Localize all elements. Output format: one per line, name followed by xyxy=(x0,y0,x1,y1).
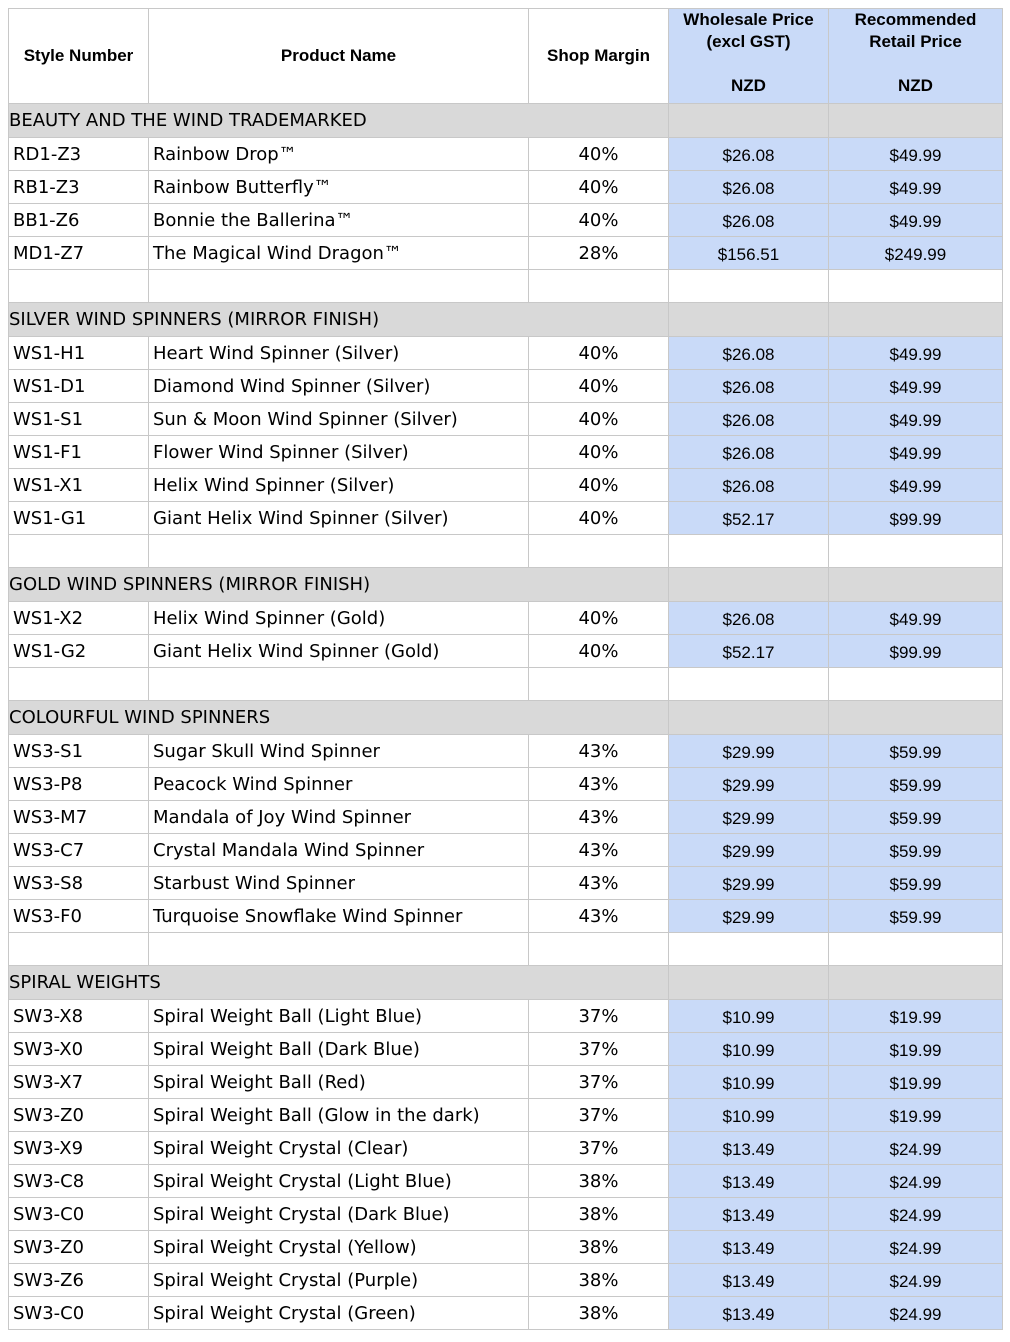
style-number-cell: WS3-F0 xyxy=(9,900,149,933)
section-header-row xyxy=(9,701,1003,735)
product-name-cell: Sun & Moon Wind Spinner (Silver) xyxy=(149,403,529,436)
wholesale-price-cell: $26.08 xyxy=(669,370,829,403)
empty-cell xyxy=(529,668,669,701)
wholesale-price-cell: $29.99 xyxy=(669,735,829,768)
product-name-cell: Helix Wind Spinner (Gold) xyxy=(149,602,529,635)
product-name-cell: Spiral Weight Ball (Glow in the dark) xyxy=(149,1099,529,1132)
wholesale-price-cell: $26.08 xyxy=(669,171,829,204)
section-empty-cell xyxy=(829,568,1003,602)
spacer-row xyxy=(9,270,1003,303)
shop-margin-cell: 37% xyxy=(529,1099,669,1132)
shop-margin-cell: 38% xyxy=(529,1231,669,1264)
retail-price-cell: $99.99 xyxy=(829,635,1003,668)
style-number-cell: WS3-S1 xyxy=(9,735,149,768)
section-title: SPIRAL WEIGHTS xyxy=(9,966,669,1000)
header-style-number: Style Number xyxy=(9,9,149,104)
retail-price-cell: $49.99 xyxy=(829,204,1003,237)
table-row xyxy=(9,237,1003,270)
retail-price-cell: $24.99 xyxy=(829,1132,1003,1165)
price-list-table xyxy=(8,8,1003,1330)
product-name-cell: Crystal Mandala Wind Spinner xyxy=(149,834,529,867)
retail-price-cell: $49.99 xyxy=(829,370,1003,403)
shop-margin-cell: 37% xyxy=(529,1000,669,1033)
table-row xyxy=(9,900,1003,933)
empty-cell xyxy=(669,270,829,303)
section-header-row xyxy=(9,966,1003,1000)
shop-margin-cell: 40% xyxy=(529,436,669,469)
shop-margin-cell: 43% xyxy=(529,834,669,867)
header-wholesale-price xyxy=(669,9,829,104)
table-row xyxy=(9,502,1003,535)
empty-cell xyxy=(9,933,149,966)
retail-price-cell: $59.99 xyxy=(829,834,1003,867)
header-product-name: Product Name xyxy=(149,9,529,104)
retail-price-cell: $49.99 xyxy=(829,337,1003,370)
style-number-cell: SW3-C0 xyxy=(9,1198,149,1231)
wholesale-price-cell: $26.08 xyxy=(669,436,829,469)
section-header-row xyxy=(9,568,1003,602)
style-number-cell: SW3-C8 xyxy=(9,1165,149,1198)
empty-cell xyxy=(529,933,669,966)
shop-margin-cell: 37% xyxy=(529,1066,669,1099)
shop-margin-cell: 43% xyxy=(529,768,669,801)
shop-margin-cell: 37% xyxy=(529,1132,669,1165)
empty-cell xyxy=(9,270,149,303)
product-name-cell: Rainbow Butterfly™ xyxy=(149,171,529,204)
retail-price-cell: $24.99 xyxy=(829,1231,1003,1264)
section-empty-cell xyxy=(829,966,1003,1000)
header-retail-label: Recommended Retail Price xyxy=(854,10,977,51)
section-title: COLOURFUL WIND SPINNERS xyxy=(9,701,669,735)
wholesale-price-cell: $10.99 xyxy=(669,1000,829,1033)
section-empty-cell xyxy=(829,104,1003,138)
style-number-cell: WS1-X2 xyxy=(9,602,149,635)
wholesale-price-cell: $26.08 xyxy=(669,337,829,370)
retail-price-cell: $19.99 xyxy=(829,1066,1003,1099)
style-number-cell: SW3-X7 xyxy=(9,1066,149,1099)
section-empty-cell xyxy=(669,104,829,138)
product-name-cell: Sugar Skull Wind Spinner xyxy=(149,735,529,768)
section-title: GOLD WIND SPINNERS (MIRROR FINISH) xyxy=(9,568,669,602)
header-wholesale-label: Wholesale Price (excl GST) xyxy=(683,10,814,51)
shop-margin-cell: 43% xyxy=(529,801,669,834)
shop-margin-cell: 40% xyxy=(529,469,669,502)
table-row xyxy=(9,1198,1003,1231)
style-number-cell: WS1-X1 xyxy=(9,469,149,502)
wholesale-price-cell: $13.49 xyxy=(669,1264,829,1297)
style-number-cell: WS1-F1 xyxy=(9,436,149,469)
table-row xyxy=(9,204,1003,237)
shop-margin-cell: 40% xyxy=(529,204,669,237)
wholesale-price-cell: $52.17 xyxy=(669,635,829,668)
shop-margin-cell: 38% xyxy=(529,1297,669,1330)
wholesale-price-cell: $13.49 xyxy=(669,1297,829,1330)
table-row xyxy=(9,867,1003,900)
style-number-cell: SW3-X8 xyxy=(9,1000,149,1033)
table-row xyxy=(9,768,1003,801)
shop-margin-cell: 28% xyxy=(529,237,669,270)
section-empty-cell xyxy=(669,701,829,735)
table-row xyxy=(9,370,1003,403)
shop-margin-cell: 40% xyxy=(529,602,669,635)
product-name-cell: Giant Helix Wind Spinner (Silver) xyxy=(149,502,529,535)
retail-price-cell: $59.99 xyxy=(829,735,1003,768)
retail-price-cell: $59.99 xyxy=(829,900,1003,933)
shop-margin-cell: 40% xyxy=(529,635,669,668)
empty-cell xyxy=(829,933,1003,966)
section-title: SILVER WIND SPINNERS (MIRROR FINISH) xyxy=(9,303,669,337)
wholesale-price-cell: $10.99 xyxy=(669,1033,829,1066)
wholesale-price-cell: $29.99 xyxy=(669,834,829,867)
product-name-cell: Spiral Weight Crystal (Clear) xyxy=(149,1132,529,1165)
wholesale-price-cell: $13.49 xyxy=(669,1231,829,1264)
retail-price-cell: $49.99 xyxy=(829,436,1003,469)
style-number-cell: RD1-Z3 xyxy=(9,138,149,171)
product-name-cell: Spiral Weight Ball (Light Blue) xyxy=(149,1000,529,1033)
empty-cell xyxy=(149,668,529,701)
retail-price-cell: $24.99 xyxy=(829,1198,1003,1231)
header-shop-margin: Shop Margin xyxy=(529,9,669,104)
style-number-cell: RB1-Z3 xyxy=(9,171,149,204)
style-number-cell: WS1-D1 xyxy=(9,370,149,403)
retail-price-cell: $49.99 xyxy=(829,138,1003,171)
shop-margin-cell: 40% xyxy=(529,370,669,403)
table-row xyxy=(9,1264,1003,1297)
table-row xyxy=(9,1165,1003,1198)
header-wholesale-unit: NZD xyxy=(731,76,766,95)
retail-price-cell: $19.99 xyxy=(829,1033,1003,1066)
section-header-row xyxy=(9,303,1003,337)
wholesale-price-cell: $13.49 xyxy=(669,1165,829,1198)
section-empty-cell xyxy=(829,303,1003,337)
product-name-cell: Spiral Weight Crystal (Yellow) xyxy=(149,1231,529,1264)
wholesale-price-cell: $26.08 xyxy=(669,403,829,436)
section-header-row xyxy=(9,104,1003,138)
style-number-cell: SW3-Z0 xyxy=(9,1231,149,1264)
table-row xyxy=(9,1000,1003,1033)
wholesale-price-cell: $26.08 xyxy=(669,204,829,237)
section-empty-cell xyxy=(829,701,1003,735)
product-name-cell: Helix Wind Spinner (Silver) xyxy=(149,469,529,502)
product-name-cell: Spiral Weight Crystal (Dark Blue) xyxy=(149,1198,529,1231)
wholesale-price-cell: $29.99 xyxy=(669,801,829,834)
style-number-cell: SW3-X9 xyxy=(9,1132,149,1165)
table-row xyxy=(9,337,1003,370)
empty-cell xyxy=(9,535,149,568)
style-number-cell: WS3-S8 xyxy=(9,867,149,900)
retail-price-cell: $99.99 xyxy=(829,502,1003,535)
header-retail-unit: NZD xyxy=(898,76,933,95)
style-number-cell: WS3-M7 xyxy=(9,801,149,834)
style-number-cell: WS3-C7 xyxy=(9,834,149,867)
wholesale-price-cell: $26.08 xyxy=(669,138,829,171)
empty-cell xyxy=(669,933,829,966)
product-name-cell: Flower Wind Spinner (Silver) xyxy=(149,436,529,469)
wholesale-price-cell: $13.49 xyxy=(669,1132,829,1165)
style-number-cell: SW3-Z6 xyxy=(9,1264,149,1297)
empty-cell xyxy=(529,535,669,568)
empty-cell xyxy=(829,535,1003,568)
table-row xyxy=(9,1297,1003,1330)
table-row xyxy=(9,1231,1003,1264)
product-name-cell: Starbust Wind Spinner xyxy=(149,867,529,900)
table-row xyxy=(9,834,1003,867)
empty-cell xyxy=(149,535,529,568)
retail-price-cell: $59.99 xyxy=(829,867,1003,900)
product-name-cell: Giant Helix Wind Spinner (Gold) xyxy=(149,635,529,668)
table-row xyxy=(9,436,1003,469)
shop-margin-cell: 38% xyxy=(529,1264,669,1297)
shop-margin-cell: 40% xyxy=(529,403,669,436)
retail-price-cell: $24.99 xyxy=(829,1264,1003,1297)
product-name-cell: Peacock Wind Spinner xyxy=(149,768,529,801)
table-row xyxy=(9,171,1003,204)
empty-cell xyxy=(529,270,669,303)
spacer-row xyxy=(9,933,1003,966)
wholesale-price-cell: $10.99 xyxy=(669,1099,829,1132)
wholesale-price-cell: $29.99 xyxy=(669,900,829,933)
table-row xyxy=(9,735,1003,768)
style-number-cell: WS1-G2 xyxy=(9,635,149,668)
shop-margin-cell: 38% xyxy=(529,1198,669,1231)
retail-price-cell: $249.99 xyxy=(829,237,1003,270)
retail-price-cell: $49.99 xyxy=(829,171,1003,204)
style-number-cell: WS1-S1 xyxy=(9,403,149,436)
product-name-cell: Rainbow Drop™ xyxy=(149,138,529,171)
table-row xyxy=(9,801,1003,834)
empty-cell xyxy=(149,933,529,966)
retail-price-cell: $24.99 xyxy=(829,1165,1003,1198)
style-number-cell: BB1-Z6 xyxy=(9,204,149,237)
shop-margin-cell: 40% xyxy=(529,171,669,204)
table-row xyxy=(9,138,1003,171)
product-name-cell: Bonnie the Ballerina™ xyxy=(149,204,529,237)
product-name-cell: Spiral Weight Ball (Red) xyxy=(149,1066,529,1099)
table-row xyxy=(9,602,1003,635)
product-name-cell: Heart Wind Spinner (Silver) xyxy=(149,337,529,370)
empty-cell xyxy=(669,668,829,701)
empty-cell xyxy=(829,668,1003,701)
retail-price-cell: $49.99 xyxy=(829,602,1003,635)
table-row xyxy=(9,1099,1003,1132)
wholesale-price-cell: $52.17 xyxy=(669,502,829,535)
table-row xyxy=(9,469,1003,502)
wholesale-price-cell: $29.99 xyxy=(669,768,829,801)
retail-price-cell: $59.99 xyxy=(829,801,1003,834)
product-name-cell: Spiral Weight Crystal (Green) xyxy=(149,1297,529,1330)
empty-cell xyxy=(149,270,529,303)
table-row xyxy=(9,1033,1003,1066)
spacer-row xyxy=(9,668,1003,701)
retail-price-cell: $49.99 xyxy=(829,469,1003,502)
wholesale-price-cell: $29.99 xyxy=(669,867,829,900)
spacer-row xyxy=(9,535,1003,568)
empty-cell xyxy=(9,668,149,701)
style-number-cell: WS1-H1 xyxy=(9,337,149,370)
retail-price-cell: $19.99 xyxy=(829,1000,1003,1033)
wholesale-price-cell: $13.49 xyxy=(669,1198,829,1231)
product-name-cell: The Magical Wind Dragon™ xyxy=(149,237,529,270)
table-row xyxy=(9,1132,1003,1165)
product-name-cell: Turquoise Snowflake Wind Spinner xyxy=(149,900,529,933)
wholesale-price-cell: $26.08 xyxy=(669,469,829,502)
style-number-cell: MD1-Z7 xyxy=(9,237,149,270)
shop-margin-cell: 37% xyxy=(529,1033,669,1066)
style-number-cell: WS3-P8 xyxy=(9,768,149,801)
retail-price-cell: $19.99 xyxy=(829,1099,1003,1132)
shop-margin-cell: 40% xyxy=(529,138,669,171)
table-row xyxy=(9,403,1003,436)
shop-margin-cell: 43% xyxy=(529,900,669,933)
table-row xyxy=(9,635,1003,668)
section-empty-cell xyxy=(669,568,829,602)
section-empty-cell xyxy=(669,303,829,337)
shop-margin-cell: 40% xyxy=(529,502,669,535)
section-empty-cell xyxy=(669,966,829,1000)
empty-cell xyxy=(669,535,829,568)
shop-margin-cell: 38% xyxy=(529,1165,669,1198)
shop-margin-cell: 43% xyxy=(529,735,669,768)
retail-price-cell: $59.99 xyxy=(829,768,1003,801)
header-row xyxy=(9,9,1003,104)
retail-price-cell: $49.99 xyxy=(829,403,1003,436)
product-name-cell: Spiral Weight Crystal (Light Blue) xyxy=(149,1165,529,1198)
product-name-cell: Diamond Wind Spinner (Silver) xyxy=(149,370,529,403)
header-retail-price xyxy=(829,9,1003,104)
empty-cell xyxy=(829,270,1003,303)
retail-price-cell: $24.99 xyxy=(829,1297,1003,1330)
product-name-cell: Mandala of Joy Wind Spinner xyxy=(149,801,529,834)
style-number-cell: WS1-G1 xyxy=(9,502,149,535)
shop-margin-cell: 43% xyxy=(529,867,669,900)
product-name-cell: Spiral Weight Ball (Dark Blue) xyxy=(149,1033,529,1066)
table-body xyxy=(9,104,1003,1330)
table-row xyxy=(9,1066,1003,1099)
wholesale-price-cell: $156.51 xyxy=(669,237,829,270)
wholesale-price-cell: $10.99 xyxy=(669,1066,829,1099)
wholesale-price-cell: $26.08 xyxy=(669,602,829,635)
shop-margin-cell: 40% xyxy=(529,337,669,370)
style-number-cell: SW3-Z0 xyxy=(9,1099,149,1132)
style-number-cell: SW3-C0 xyxy=(9,1297,149,1330)
product-name-cell: Spiral Weight Crystal (Purple) xyxy=(149,1264,529,1297)
style-number-cell: SW3-X0 xyxy=(9,1033,149,1066)
section-title: BEAUTY AND THE WIND TRADEMARKED xyxy=(9,104,669,138)
